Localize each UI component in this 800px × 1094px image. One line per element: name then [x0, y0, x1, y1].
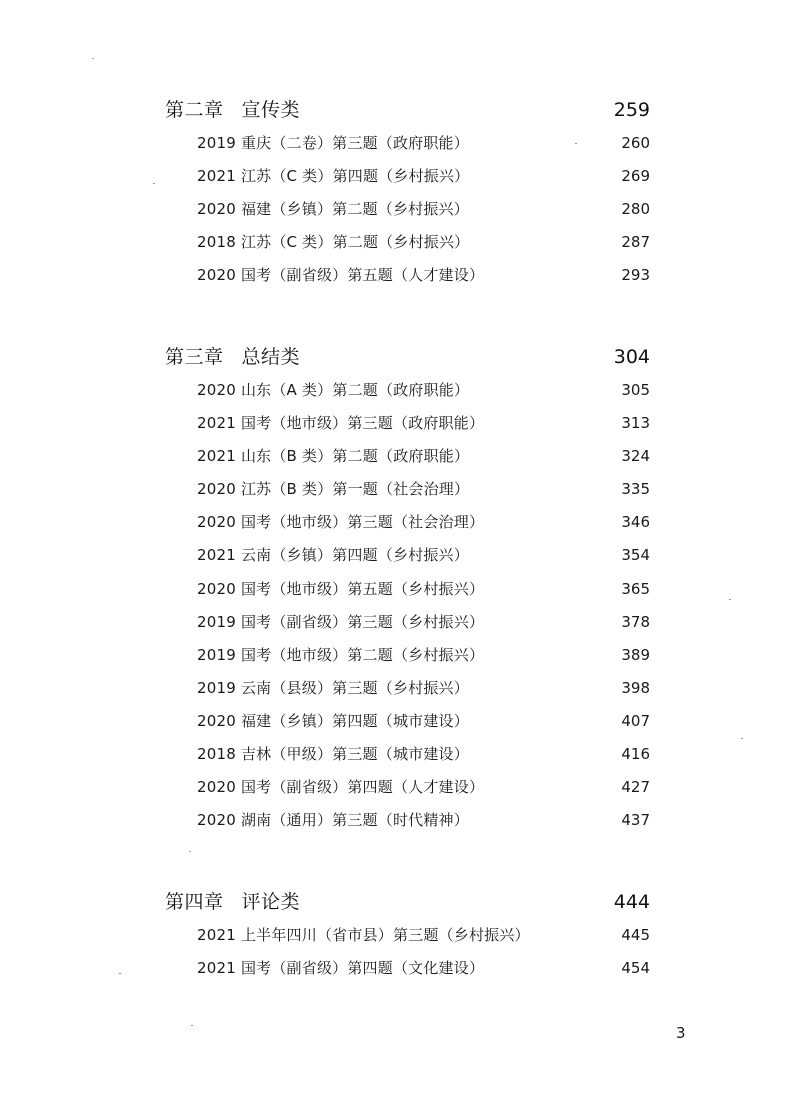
chapter-page-number: 444 [613, 891, 650, 913]
chapter-number: 第三章 [165, 346, 224, 368]
entry-page-number: 287 [621, 233, 650, 252]
toc-entry [165, 705, 650, 738]
entry-title: 2021 国考（副省级）第四题（文化建设） [197, 959, 485, 978]
entry-title: 2019 国考（地市级）第二题（乡村振兴） [197, 645, 485, 664]
chapter-page-number: 259 [613, 99, 650, 121]
entry-list [165, 126, 650, 292]
entry-page-number: 269 [621, 167, 650, 186]
entry-page-number: 260 [621, 134, 650, 152]
chapter-heading [165, 341, 650, 373]
chapter-section-3 [165, 341, 650, 837]
entry-page-number: 280 [621, 200, 650, 219]
toc-entry [165, 259, 650, 292]
toc-entry [165, 127, 650, 160]
scan-speck [189, 851, 191, 852]
entry-page-number: 427 [621, 778, 650, 797]
entry-page-number: 335 [621, 480, 650, 499]
scan-speck [92, 58, 94, 59]
entry-title: 2020 江苏（B 类）第一题（社会治理） [197, 480, 470, 499]
toc-entry [165, 440, 650, 473]
toc-entry [165, 804, 650, 837]
entry-page-number: 346 [621, 513, 650, 532]
entry-page-number: 324 [621, 447, 650, 466]
entry-title: 2020 湖南（通用）第三题（时代精神） [197, 811, 469, 830]
entry-title: 2021 国考（地市级）第三题（政府职能） [197, 414, 485, 433]
chapter-number: 第四章 [165, 891, 224, 913]
entry-page-number: 293 [621, 266, 650, 285]
scan-speck [153, 183, 155, 184]
toc-entry [165, 473, 650, 506]
scan-speck [741, 738, 743, 739]
chapter-title [165, 94, 300, 126]
entry-title: 2021 江苏（C 类）第四题（乡村振兴） [197, 167, 470, 186]
entry-page-number: 354 [621, 546, 650, 565]
entry-title: 2021 上半年四川（省市县）第三题（乡村振兴） [197, 926, 530, 944]
toc-entry [165, 226, 650, 259]
entry-page-number: 407 [621, 711, 650, 730]
entry-title: 2018 吉林（甲级）第三题（城市建设） [197, 745, 469, 764]
toc-entry [165, 919, 650, 952]
scan-speck [729, 599, 731, 600]
entry-list [165, 918, 650, 985]
chapter-number: 第二章 [165, 99, 224, 121]
toc-entry [165, 160, 650, 193]
entry-page-number: 389 [621, 645, 650, 664]
chapter-name: 评论类 [241, 891, 301, 913]
entry-list [165, 373, 650, 837]
toc-entry [165, 506, 650, 539]
entry-title: 2020 国考（副省级）第五题（人才建设） [197, 266, 485, 285]
toc-entry [165, 738, 650, 771]
entry-page-number: 454 [621, 959, 650, 978]
toc-entry [165, 639, 650, 672]
entry-title: 2020 福建（乡镇）第二题（乡村振兴） [197, 200, 469, 219]
toc-entry [165, 539, 650, 572]
toc-entry [165, 952, 650, 985]
entry-title: 2020 国考（副省级）第四题（人才建设） [197, 778, 485, 797]
chapter-section-4 [165, 886, 650, 985]
entry-title: 2021 云南（乡镇）第四题（乡村振兴） [197, 546, 469, 565]
page-number: 3 [676, 1024, 686, 1042]
toc-entry [165, 606, 650, 639]
scan-speck [575, 143, 577, 144]
entry-page-number: 398 [621, 678, 650, 697]
toc-entry [165, 771, 650, 804]
chapter-section-2 [165, 94, 650, 292]
chapter-name: 总结类 [241, 346, 301, 368]
chapter-page-number: 304 [613, 346, 650, 368]
toc-entry [165, 374, 650, 407]
entry-title: 2018 江苏（C 类）第二题（乡村振兴） [197, 233, 470, 252]
toc-entry [165, 573, 650, 606]
scan-speck [119, 973, 121, 974]
entry-page-number: 445 [621, 926, 650, 944]
entry-page-number: 378 [621, 612, 650, 631]
entry-title: 2020 国考（地市级）第五题（乡村振兴） [197, 579, 485, 598]
chapter-title [165, 886, 300, 918]
entry-title: 2019 重庆（二卷）第三题（政府职能） [197, 134, 469, 152]
entry-title: 2020 国考（地市级）第三题（社会治理） [197, 513, 485, 532]
toc-entry [165, 407, 650, 440]
entry-page-number: 313 [621, 414, 650, 433]
toc-entry [165, 193, 650, 226]
entry-title: 2020 福建（乡镇）第四题（城市建设） [197, 711, 469, 730]
entry-page-number: 365 [621, 579, 650, 598]
entry-title: 2019 国考（副省级）第三题（乡村振兴） [197, 612, 485, 631]
scan-speck [191, 1025, 193, 1026]
entry-page-number: 305 [621, 381, 650, 399]
entry-page-number: 437 [621, 811, 650, 830]
chapter-name: 宣传类 [241, 99, 301, 121]
entry-title: 2019 云南（县级）第三题（乡村振兴） [197, 678, 469, 697]
toc-entry [165, 672, 650, 705]
entry-page-number: 416 [621, 745, 650, 764]
chapter-heading [165, 94, 650, 126]
entry-title: 2020 山东（A 类）第二题（政府职能） [197, 381, 470, 399]
entry-title: 2021 山东（B 类）第二题（政府职能） [197, 447, 470, 466]
chapter-heading [165, 886, 650, 918]
chapter-title [165, 341, 300, 373]
